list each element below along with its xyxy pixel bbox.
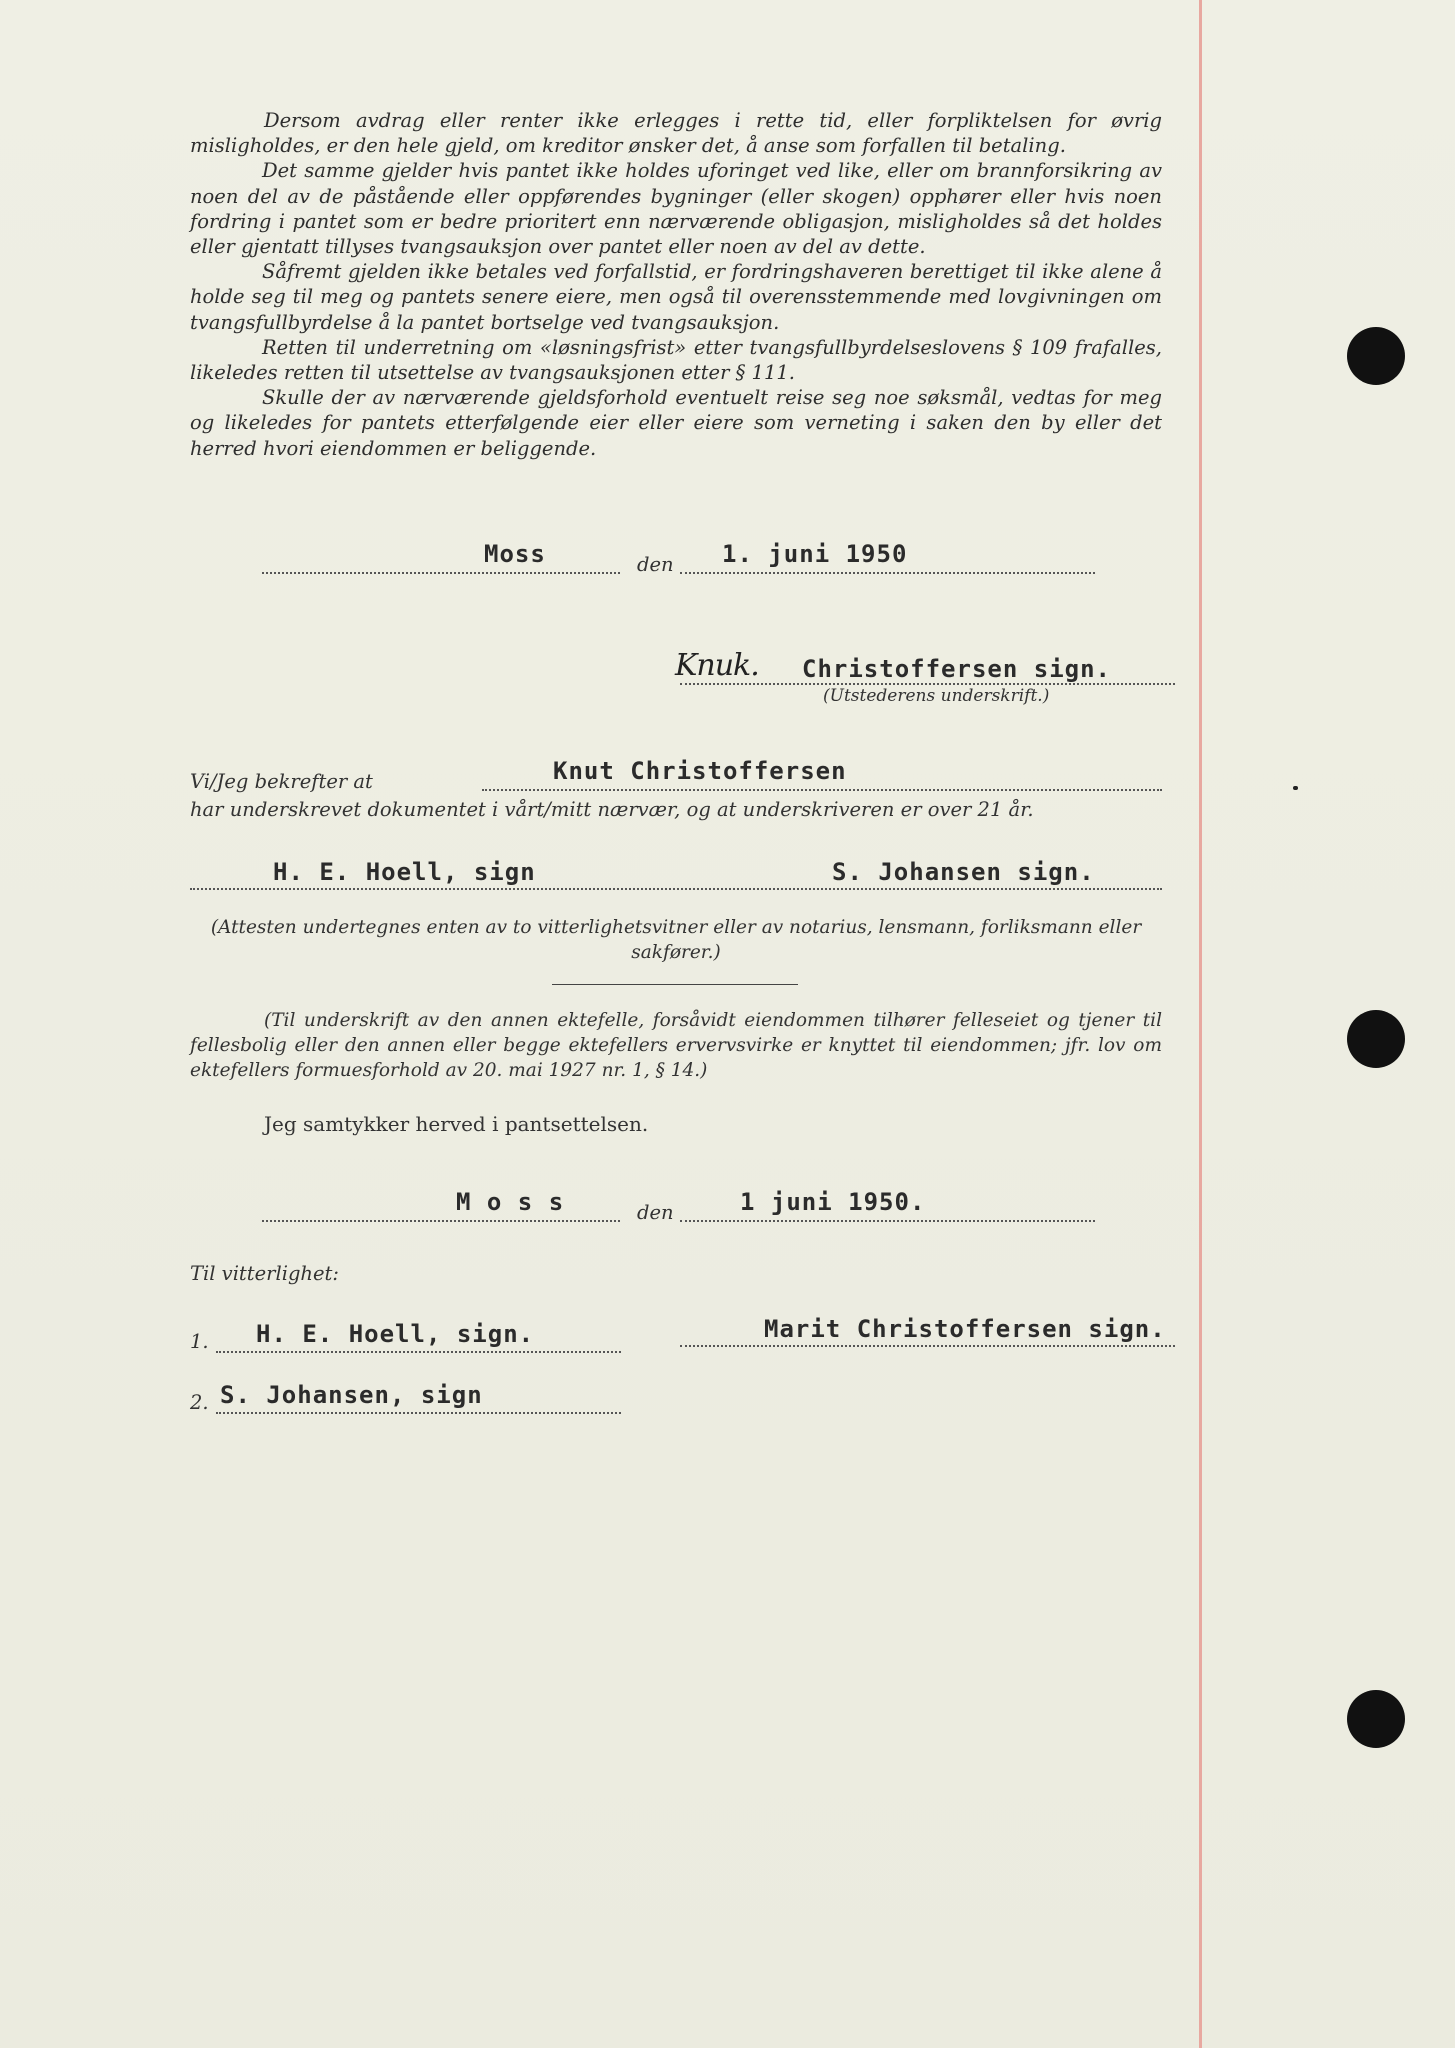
punch-hole <box>1347 327 1405 385</box>
dotted-line <box>216 1412 621 1414</box>
legal-paragraph: Dersom avdrag eller renter ikke erlegges i rette tid, eller forpliktelsen for øvrig misligholdes, er den hele gjeld, om kreditor ønsker det, å anse som forfallen til betaling. <box>190 109 1162 158</box>
issuer-caption: (Utstederens underskrift.) <box>823 686 1050 706</box>
handwritten-signature: Knuk. <box>675 648 759 683</box>
legal-text <box>190 108 1162 461</box>
date-field: 1. juni 1950 <box>722 540 908 568</box>
dotted-line <box>680 1345 1175 1347</box>
consent-text: Jeg samtykker herved i pantsettelsen. <box>264 1112 649 1136</box>
dotted-line <box>262 1220 620 1222</box>
confirmation-text: har underskrevet dokumentet i vårt/mitt nærvær, og at underskriveren er over 21 år. <box>190 798 1034 821</box>
spouse-note: (Til underskrift av den annen ektefelle, forsåvidt eiendommen tilhører felleseiet og tjener til fellesbolig eller den annen eller begge ektefellers ervervsvirke er knyttet til eiendommen; jfr. lov om ektefellers formuesforhold av 20. mai 1927 nr. 1, § 14.) <box>190 1010 1162 1081</box>
punch-hole <box>1347 1690 1405 1748</box>
witness-number: 2. <box>190 1391 209 1414</box>
red-margin-line <box>1199 0 1202 2048</box>
witness-heading: Til vitterlighet: <box>190 1262 339 1285</box>
legal-paragraph: Retten til underretning om «løsningsfrist» etter tvangsfullbyrdelseslovens § 109 frafalles, likeledes retten til utsettelse av tvangsauksjonen etter § 111. <box>190 335 1162 385</box>
witness-name: S. Johansen, sign <box>220 1381 483 1409</box>
witness-left: H. E. Hoell, sign <box>273 858 536 886</box>
witness-number: 1. <box>190 1330 209 1353</box>
attest-note: (Attesten undertegnes enten av to vitterlighetsvitner eller av notarius, lensmann, forliksmann eller sakfører.) <box>210 917 1142 963</box>
separator-line <box>552 984 798 985</box>
confirmation-prefix: Vi/Jeg bekrefter at <box>190 770 373 793</box>
legal-paragraph: Skulle der av nærværende gjeldsforhold eventuelt reise seg noe søksmål, vedtas for meg og likeledes for pantets etterfølgende eier eller eiere som verneting i saken den by eller det herred hvori eiendommen er beliggende. <box>190 386 1162 460</box>
issuer-typed-signature: Christoffersen sign. <box>802 655 1111 683</box>
dotted-line <box>262 572 620 574</box>
dotted-line <box>680 683 1175 685</box>
place-field-2: M o s s <box>456 1188 565 1216</box>
witness-name: H. E. Hoell, sign. <box>256 1320 535 1348</box>
spouse-signature: Marit Christoffersen sign. <box>764 1315 1166 1343</box>
ink-mark <box>1293 786 1298 790</box>
confirmed-name: Knut Christoffersen <box>553 757 847 785</box>
den-label: den <box>637 553 674 576</box>
dotted-line <box>482 789 1162 791</box>
legal-paragraph: Det samme gjelder hvis pantet ikke holdes uforinget ved like, eller om brannforsikring av noen del av de påstående eller oppførendes bygninger (eller skogen) opphører eller hvis noen fordring i pantet som er bedre prioritert enn nærværende obligasjon, misligholdes så det holdes eller gjentatt tillyses tvangsauksjon over pantet eller noen av del av dette. <box>190 159 1162 259</box>
date-field-2: 1 juni 1950. <box>740 1188 926 1216</box>
legal-paragraph: Såfremt gjelden ikke betales ved forfallstid, er fordringshaveren berettiget til ikke alene å holde seg til meg og pantets senere eiere, men også til overensstemmende med lovgivningen om tvangsfullbyrdelse å la pantet bortselge ved tvangsauksjon. <box>190 260 1162 334</box>
punch-hole <box>1347 1010 1405 1068</box>
dotted-line <box>190 888 1162 890</box>
dotted-line <box>680 1220 1095 1222</box>
dotted-line <box>216 1351 621 1353</box>
den-label-2: den <box>637 1201 674 1224</box>
place-field: Moss <box>484 540 546 568</box>
witness-right: S. Johansen sign. <box>832 858 1095 886</box>
dotted-line <box>680 572 1095 574</box>
